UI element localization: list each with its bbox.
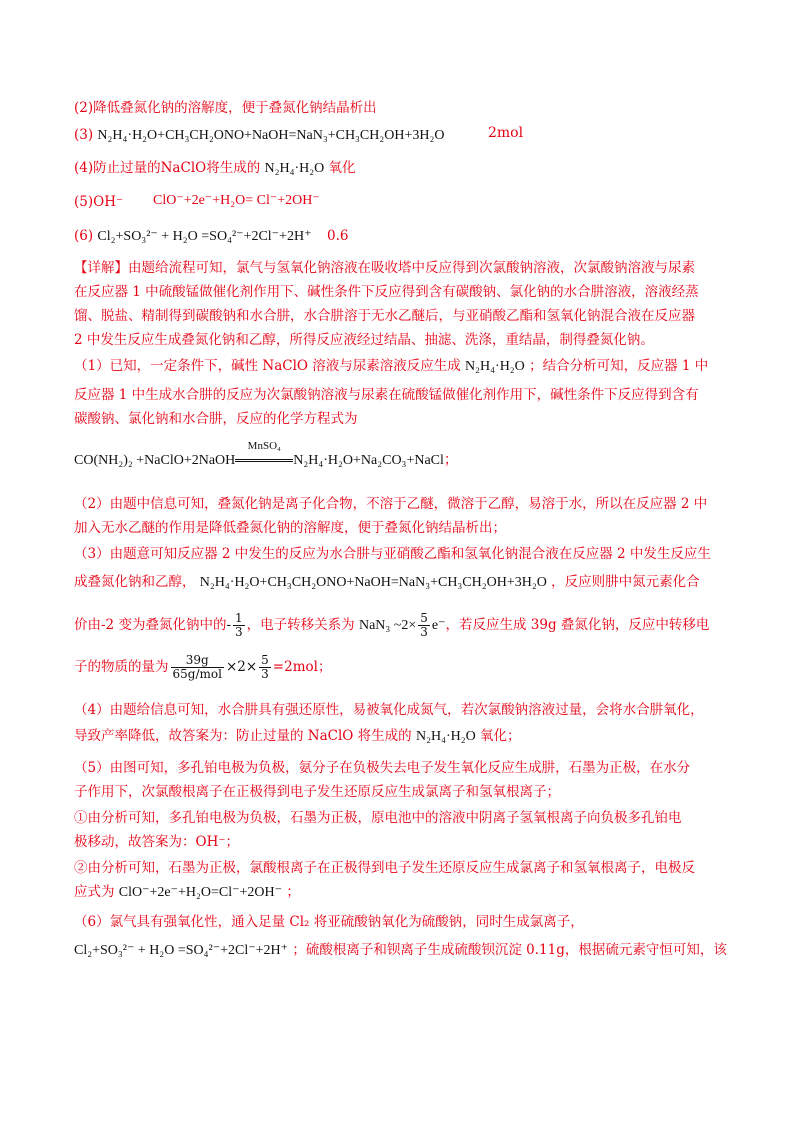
q3-text-f: 子的物质的量为	[74, 659, 169, 675]
answer-6-value: 0.6	[327, 228, 349, 244]
detail-p1-line3: 馏、脱盐、精制得到碳酸钠和水合肼，水合肼溶于无水乙醚后，与亚硝酸乙酯和氢氧化钠混合液在反应器	[74, 308, 695, 324]
q1-equation-left: CO(NH₂)₂ +NaClO+2NaOH	[74, 453, 236, 468]
q4-line2	[74, 726, 521, 747]
q3-text-e: ，若反应生成 39g 叠氮化钠，反应中转移电	[445, 617, 710, 633]
q3-text-b: ，反应则肼中氮元素化合	[551, 574, 700, 590]
q3-line1: （3）由题意可知反应器 2 中发生的反应为水合肼与亚硝酸乙酯和氢氧化钠混合液在反应器 2 中发生反应生	[74, 546, 711, 562]
q3-result: =2mol；	[272, 659, 332, 675]
answer-4-formula: N₂H₄·H₂O	[264, 161, 325, 176]
q1-equation-right: N₂H₄·H₂O+Na₂CO₃+NaCl	[293, 453, 444, 468]
q6-text: ；硫酸根离子和钡离子生成硫酸钡沉淀 0.11g，根据硫元素守恒可知，该	[292, 942, 727, 958]
q3-fraction-2	[418, 612, 430, 639]
answer-6-equation: Cl₂+SO₃²⁻ + H₂O =SO₄²⁻+2Cl⁻+2H⁺	[97, 229, 312, 244]
q3-text-c: 价由-2 变为叠氮化钠中的	[74, 617, 227, 633]
q4-text-a: 导致产率降低，故答案为：防止过量的 NaClO 将生成的	[74, 728, 412, 744]
detail-p1-line1: 【详解】由题给流程可知，氯气与氢氧化钠溶液在吸收塔中反应得到次氯酸钠溶液，次氯酸钠溶液与尿素	[74, 260, 695, 276]
answer-3-label: (3)	[74, 127, 94, 143]
q5-line3: ①由分析可知，多孔铂电极为负极，石墨为正极，原电池中的溶液中阴离子氢氧根离子向负极多孔铂电	[74, 810, 682, 826]
answer-3	[74, 125, 444, 146]
q3-fraction-4-den: 3	[261, 667, 269, 681]
q4-formula: N₂H₄·H₂O	[415, 729, 476, 744]
q5-line2: 子作用下，次氯酸根离子在正极得到电子发生还原反应生成氯离子和氢氧根离子；	[74, 784, 560, 800]
q3-line3	[74, 608, 709, 643]
q5-line4: 极移动，故答案为：OH⁻；	[74, 834, 239, 850]
answer-6	[74, 226, 311, 247]
answer-2: (2)降低叠氮化钠的溶解度，便于叠氮化钠结晶析出	[74, 100, 377, 116]
detail-p1-line2: 在反应器 1 中硫酸锰做催化剂作用下、碱性条件下反应得到含有碳酸钠、氯化钠的水合肼溶液，溶液经蒸	[74, 284, 699, 300]
q3-text-d: ，电子转移关系为	[246, 617, 355, 633]
q1-equation	[74, 440, 458, 471]
q3-fraction-2-num: 5	[420, 611, 428, 625]
q1-line2: 反应器 1 中生成水合肼的反应为次氯酸钠溶液与尿素在硫酸锰做催化剂作用下，碱性条件下反应得到含有	[74, 387, 699, 403]
q4-text-b: 氧化；	[480, 728, 521, 744]
q3-frac1-sign: -	[226, 617, 232, 633]
q6-line1: （6）氯气具有强氧化性，通入足量 Cl₂ 将亚硫酸钠氧化为硫酸钠，同时生成氯离子，	[74, 914, 584, 930]
q3-fraction-1-num: 1	[235, 611, 243, 625]
answer-3-value: 2mol	[488, 125, 524, 141]
q1-formula: N₂H₄·H₂O	[465, 359, 525, 374]
q3-fraction-3-den: 65g/mol	[172, 667, 222, 681]
q2-line2: 加入无水乙醚的作用是降低叠氮化钠的溶解度，便于叠氮化钠结晶析出；	[74, 520, 506, 536]
q1-text-a: （1）已知，一定条件下，碱性 NaClO 溶液与尿素溶液反应生成	[74, 358, 461, 374]
q3-fraction-3	[171, 654, 224, 681]
q3-relation-b: e⁻	[431, 618, 446, 633]
q5-equation: ClO⁻+2e⁻+H₂O=Cl⁻+2OH⁻	[118, 885, 283, 900]
q3-fraction-1	[233, 612, 245, 639]
answer-5	[74, 192, 123, 212]
q3-fraction-1-den: 3	[235, 625, 243, 639]
q5-line6	[74, 882, 300, 903]
q3-equation: N₂H₄·H₂O+CH₃CH₂ONO+NaOH=NaN₃+CH₃CH₂OH+3H₂O	[199, 575, 547, 590]
q5-line5: ②由分析可知，石墨为正极，氯酸根离子在正极得到电子发生还原反应生成氯离子和氢氧根离子，电极反	[74, 860, 695, 876]
answer-4	[74, 158, 356, 179]
q6-line2	[74, 940, 727, 961]
q1-equation-end: ；	[443, 453, 458, 468]
q1-line3: 碳酸钠、氯化钠和水合肼，反应的化学方程式为	[74, 411, 358, 427]
q2-line1: （2）由题中信息可知，叠氮化钠是离子化合物，不溶于乙醚，微溶于乙醇，易溶于水，所以在反应器 2 中	[74, 496, 708, 512]
q3-fraction-3-num: 39g	[171, 654, 224, 668]
q3-line2	[74, 572, 700, 593]
q4-line1: （4）由题给信息可知，水合肼具有强还原性，易被氧化成氮气，若次氯酸钠溶液过量，会将水合肼氧化，	[74, 702, 704, 718]
q1-text-b: ；结合分析可知，反应器 1 中	[529, 358, 709, 374]
answer-6-label: (6)	[74, 228, 94, 244]
q3-line4	[74, 650, 331, 684]
q5-line1: （5）由图可知，多孔铂电极为负极，氨分子在负极失去电子发生氧化反应生成肼，石墨为正极，在水分	[74, 760, 691, 776]
q3-relation-a: NaN₃ ~2×	[358, 618, 417, 633]
q1-equation-catalyst: MnSO₄	[247, 440, 281, 452]
q1-equation-arrow	[235, 440, 293, 471]
answer-5-equation: ClO⁻+2e⁻+H₂O= Cl⁻+2OH⁻	[153, 193, 320, 208]
detail-p1-line4: 2 中发生反应生成叠氮化钠和乙醇，所得反应液经过结晶、抽滤、洗涤，重结晶，制得叠氮化钠。	[74, 332, 654, 348]
answer-3-equation: N₂H₄·H₂O+CH₃CH₂ONO+NaOH=NaN₃+CH₃CH₂OH+3H₂O	[97, 128, 445, 143]
q5-text-b: ；	[286, 884, 300, 900]
q3-fraction-4-num: 5	[261, 653, 269, 667]
answer-5-label: (5)OH⁻	[74, 194, 124, 210]
q6-equation: Cl₂+SO₃²⁻ + H₂O =SO₄²⁻+2Cl⁻+2H⁺	[74, 943, 289, 958]
q3-fraction-2-den: 3	[420, 625, 428, 639]
q1-line1	[74, 356, 708, 377]
q3-fraction-4	[259, 654, 271, 681]
q5-text-a: 应式为	[74, 884, 115, 900]
answer-4-label: (4)防止过量的NaClO将生成的	[74, 160, 261, 176]
answer-4-tail: 氧化	[328, 160, 356, 176]
q3-times: ×2×	[225, 659, 258, 675]
q3-text-a: 成叠氮化钠和乙醇，	[74, 574, 196, 590]
